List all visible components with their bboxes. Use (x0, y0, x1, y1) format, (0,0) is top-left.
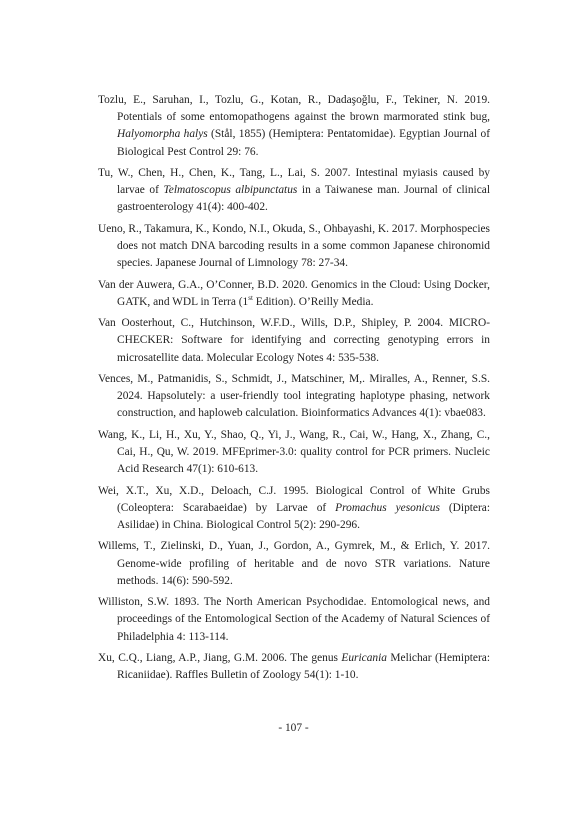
reference-entry: Van Oosterhout, C., Hutchinson, W.F.D., Wills, D.P., Shipley, P. 2004. MICRO-CHECKER: Software for identifying and correcting genotyping errors in microsatellite data. Molecular Ecology Notes 4: 535-538. (98, 317, 490, 364)
reference-entry: Wang, K., Li, H., Xu, Y., Shao, Q., Yi, J., Wang, R., Cai, W., Hang, X., Zhang, C., Cai, H., Qu, W. 2019. MFEprimer-3.0: quality control for PCR primers. Nucleic Acid Research 47(1): 610-613. (98, 428, 490, 476)
reference-entry: Willems, T., Zielinski, D., Yuan, J., Gordon, A., Gymrek, M., & Erlich, Y. 2017. Genome-wide profiling of heritable and de novo STR variations. Nature methods. 14(6): 590-592. (98, 540, 490, 587)
reference-entry: Tozlu, E., Saruhan, I., Tozlu, G., Kotan, R., Dadaşoğlu, F., Tekiner, N. 2019. Potentials of some entomopathogens against the brown marmorated stink bug, Halyomorpha halys (Stål, 1855) (Hemiptera: Pentatomidae). Egyptian Journal of Biological Pest Control 29: 76. (98, 94, 490, 158)
reference-entry: Williston, S.W. 1893. The North American Psychodidae. Entomological news, and proceedings of the Entomological Section of the Academy of Natural Sciences of Philadelphia 4: 113-114. (98, 596, 490, 643)
reference-entry: Ueno, R., Takamura, K., Kondo, N.I., Okuda, S., Ohbayashi, K. 2017. Morphospecies does not match DNA barcoding results in a some common Japanese chironomid species. Japanese Journal of Limnology 78: 27-34. (98, 222, 490, 270)
reference-entry: Wei, X.T., Xu, X.D., Deloach, C.J. 1995. Biological Control of White Grubs (Coleoptera: Scarabaeidae) by Larvae of Promachus yesonicus (Diptera: Asilidae) in China. Biological Control 5(2): 290-296. (98, 484, 490, 531)
reference-entry: Van der Auwera, G.A., O’Conner, B.D. 2020. Genomics in the Cloud: Using Docker, GATK, and WDL in Terra (1st Edition). O’Reilly Media. (98, 278, 490, 308)
page-number: - 107 - (278, 722, 309, 734)
reference-entry: Tu, W., Chen, H., Chen, K., Tang, L., Lai, S. 2007. Intestinal myiasis caused by larvae of Telmatoscopus albipunctatus in a Taiwanese man. Journal of clinical gastroenterology 41(4): 400-402. (98, 167, 490, 214)
reference-list (98, 92, 490, 689)
reference-entry: Vences, M., Patmanidis, S., Schmidt, J., Matschiner, M,. Miralles, A., Renner, S.S. 2024. Hapsolutely: a user-friendly tool integrating haplotype phasing, network construction, and haploweb calculation. Bioinformatics Advances 4(1): vbae083. (98, 372, 490, 420)
reference-entry: Xu, C.Q., Liang, A.P., Jiang, G.M. 2006. The genus Euricania Melichar (Hemiptera: Ricaniidae). Raffles Bulletin of Zoology 54(1): 1-10. (98, 651, 490, 682)
